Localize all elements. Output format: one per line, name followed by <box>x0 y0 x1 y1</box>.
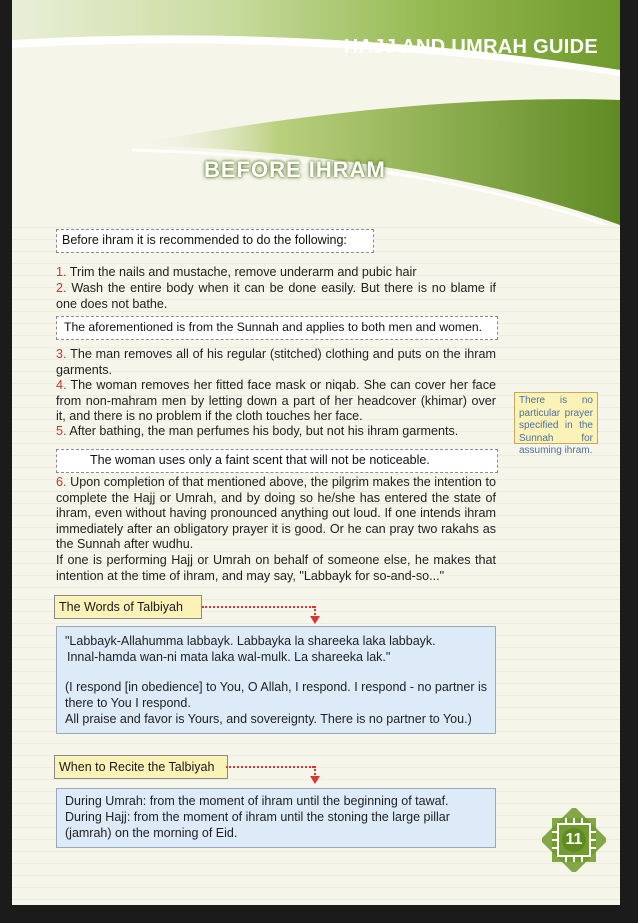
talbiyah-box <box>56 626 496 734</box>
when-box <box>56 788 496 848</box>
item-6 <box>56 475 496 553</box>
arrow-down-icon <box>310 616 320 624</box>
item-text: The woman removes her fitted face mask or niqab. She can cover her face from non-mahram men by letting down a part of her headcover (khimar) over it, and there is no problem if the cloth touches her face. <box>56 378 496 424</box>
section-title: BEFORE IHRAM <box>204 157 386 182</box>
arrow-down-icon <box>310 776 320 784</box>
header-banner <box>12 0 620 225</box>
talbiyah-translation-2: All praise and favor is Yours, and sovereignty. There is no partner to You.) <box>65 712 472 726</box>
talbiyah-heading: The Words of Talbiyah <box>54 595 202 619</box>
sunnah-note: The aforementioned is from the Sunnah and applies to both men and women. <box>64 320 483 334</box>
talbiyah-line-2: Innal-hamda wan-ni mata laka wal-mulk. La shareeka lak." <box>67 650 391 664</box>
connector-line <box>226 766 314 768</box>
when-line-1: During Umrah: from the moment of ihram until the beginning of tawaf. <box>65 794 449 808</box>
when-heading: When to Recite the Talbiyah <box>54 755 228 779</box>
item-number: 2. <box>56 281 67 295</box>
page <box>12 0 620 905</box>
connector-line <box>202 606 314 608</box>
item-text: Wash the entire body when it can be done easily. But there is no blame if one does not bathe. <box>56 281 496 311</box>
item-5 <box>56 424 496 440</box>
item-3 <box>56 347 496 378</box>
item-text: The man removes all of his regular (stitched) clothing and puts on the ihram garments. <box>56 347 496 377</box>
item-number: 4. <box>56 378 67 392</box>
guide-title: HAJJ AND UMRAH GUIDE <box>343 36 598 58</box>
item-1 <box>56 265 496 281</box>
item-text: Trim the nails and mustache, remove underarm and pubic hair <box>69 265 417 279</box>
item-2 <box>56 281 496 312</box>
item-number: 5. <box>56 424 67 438</box>
item-6-continued: If one is performing Hajj or Umrah on behalf of someone else, he makes that intention at the time of ihram, and may say, "Labbayk for so-and-so..." <box>56 553 496 583</box>
item-number: 1. <box>56 265 67 279</box>
item-number: 6. <box>56 475 67 489</box>
item-4 <box>56 378 496 425</box>
page-number: 11 <box>565 831 583 848</box>
intro-heading: Before ihram it is recommended to do the following: <box>62 233 347 247</box>
woman-note: The woman uses only a faint scent that will not be noticeable. <box>90 453 430 467</box>
when-line-2: During Hajj: from the moment of ihram until the stoning the large pillar (jamrah) on the morning of Eid. <box>65 810 450 840</box>
item-text: Upon completion of that mentioned above, the pilgrim makes the intention to complete the Hajj or Umrah, and by doing so he/she has entered the state of ihram, even without having pronounced anything out loud. If one intends ihram immediately after an obligatory prayer it is good. Or he can pray two rakahs as the Sunnah after wudhu. <box>56 475 496 552</box>
side-note: There is no particular prayer specified in the Sunnah for assuming ihram. <box>514 392 598 444</box>
item-number: 3. <box>56 347 67 361</box>
talbiyah-line-1: "Labbayk-Allahumma labbayk. Labbayka la shareeka laka labbayk. <box>65 634 436 648</box>
item-text: After bathing, the man perfumes his body, but not his ihram garments. <box>69 424 459 438</box>
talbiyah-translation: (I respond [in obedience] to You, O Allah, I respond. I respond - no partner is there to You I respond. <box>65 680 487 710</box>
